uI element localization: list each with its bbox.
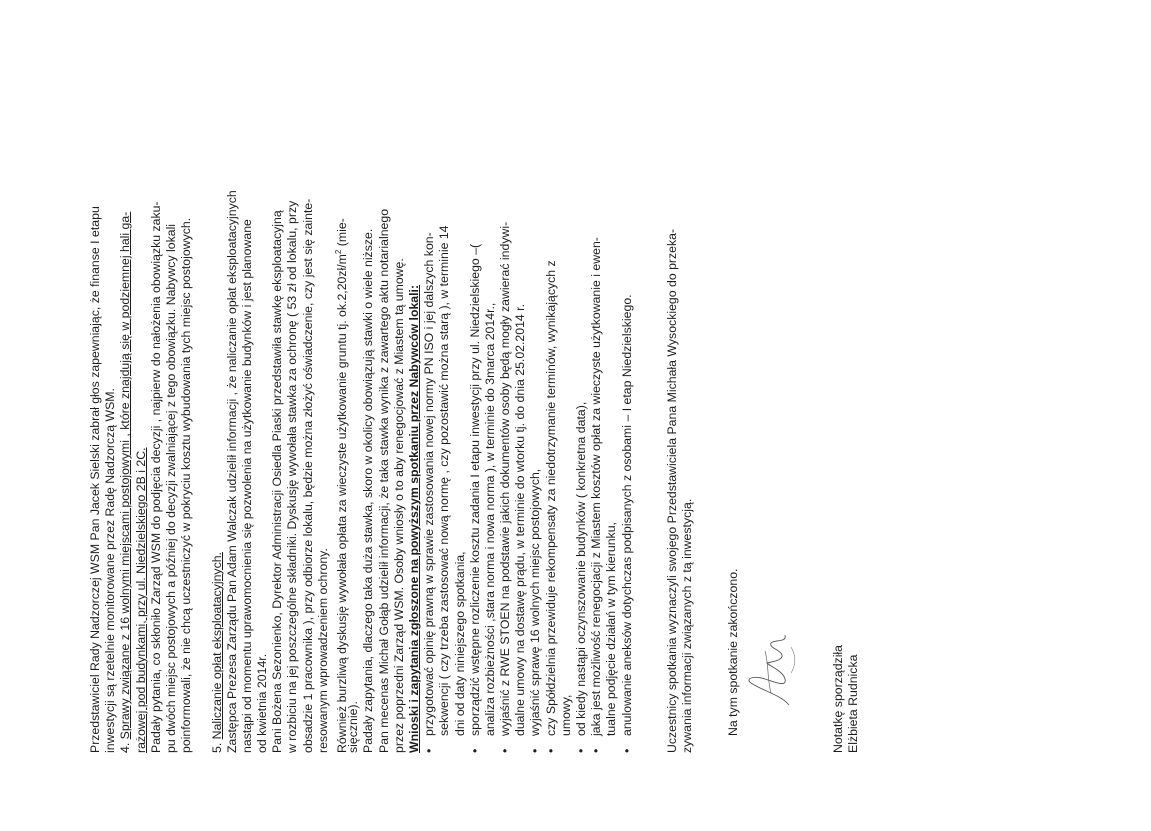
document-body xyxy=(88,73,861,753)
text-line: Padały pytania, co skłoniło Zarząd WSM do podjęcia decyzji , najpierw do nałożenia obowiązku zaku- xyxy=(148,201,163,753)
bullet: • xyxy=(619,748,634,753)
list-item xyxy=(574,73,589,753)
list-item-text: dni od daty niniejszego spotkania, xyxy=(452,551,467,736)
bullet: • xyxy=(574,748,588,753)
text-line: Również burzliwą dyskusję wywołała opłata za wieczyste użytkowanie gruntu tj. $ok.2,20zł/m^2$ (mie- xyxy=(334,218,350,753)
list-item-text: sporządzić wstępne rozliczenie kosztu zadania I etapu inwestycji przy ul. Niedzielskiego –( xyxy=(467,243,482,736)
closing-line: Na tym spotkanie zakończono. xyxy=(725,568,740,736)
superscript: 2 xyxy=(334,249,343,255)
list-item xyxy=(422,73,468,753)
text-line: przez poprzedni Zarząd WSM. Osoby wniosły o to aby renegocjować z Miastem tą umowę. xyxy=(391,258,406,753)
list-item-text: dualne umowy na dostawę prądu, w terminie do wtorku tj. do dnia 25.02.2014 r. xyxy=(513,303,528,736)
text-line: zywania informacji związanych z tą inwestycją. xyxy=(680,498,695,753)
bullet: • xyxy=(467,748,482,753)
signature-area xyxy=(741,73,831,753)
section-title: rażowej pod budynkami, przy ul. Niedzielskiego 2B i 2C. xyxy=(133,447,148,753)
list-item xyxy=(544,73,574,753)
list-item xyxy=(528,73,543,753)
signature-icon xyxy=(741,623,801,713)
bullet: • xyxy=(543,748,558,753)
section-4-heading-cont xyxy=(134,73,149,753)
bullet: • xyxy=(422,748,437,753)
section-number: 4. xyxy=(118,739,133,753)
list-item-text: czy Spółdzielnia przewiduje rekompensaty za niedotrzymanie terminów, wynikających z xyxy=(543,260,558,736)
list-item-text: tualne podjęcie działań w tym kierunku, xyxy=(604,522,619,736)
text-line: sięcznie). xyxy=(346,701,361,753)
text-line: poinformowali, że nie chcą uczestniczyć w pokryciu kosztu wybudowania tych miejsc postojowych. xyxy=(179,217,194,753)
section-5-heading xyxy=(210,73,225,753)
conclusions-heading: Wnioski i zapytania zgłoszone na powyższym spotkaniu przez Nabywców lokali: xyxy=(406,284,421,753)
text-line: Przedstawiciel Rady Nadzorczej WSM Pan Jacek Sielski zabrał głos zapewniając, że finanse I etapu xyxy=(88,206,102,753)
list-item-text: analiza rozbieżności ,stara norma i nowa norma ), w terminie do 3marca 2014r., xyxy=(482,302,497,736)
text-line: resowanym wprowadzeniem ochrony. xyxy=(315,548,330,753)
list-item-text: umowy, xyxy=(558,694,573,736)
list-item xyxy=(468,73,498,753)
list-item xyxy=(589,73,619,753)
bullet: • xyxy=(498,748,513,753)
text-line: Padały zapytania, dlaczego taka duża stawka, skoro w okolicy obowiązują stawki o wiele niższe. xyxy=(361,228,376,753)
list-item-text: sekwencji ( czy trzeba zastosować nową normę , czy pozostawić można starą ), w terminie 14 xyxy=(437,225,452,736)
text-line: nastąpi od momentu uprawomocnienia się pozwolenia na użytkowanie budynków i jest planowane xyxy=(239,219,254,753)
text-line: Uczestnicy spotkania wyznaczyli swojego Przedstawiciela Pana Michała Wysockiego do przeka- xyxy=(665,228,680,753)
list-item-text: od kiedy nastąpi oczynszowanie budynków ( konkretna data), xyxy=(574,401,588,736)
text-line: od kwietnia 2014r. xyxy=(255,653,270,753)
list-item-text: anulowanie aneksów dotychczas podpisanych z osobami – I etap Niedzielskiego. xyxy=(619,294,634,736)
bullet: • xyxy=(528,748,543,753)
bullet: • xyxy=(589,748,604,753)
list-item-text: wyjaśnić sprawę 16 wolnych miejsc postojowych, xyxy=(528,468,543,736)
list-item-text: wyjaśnić z RWE STOEN na podstawie jakich dokumentów osoby będą mogły zawierać indywi- xyxy=(498,221,513,736)
text-line: inwestycji są rzetelnie monitorowane przez Radę Nadzorczą WSM. xyxy=(103,388,118,753)
author-label: Notatkę sporządziła xyxy=(831,645,846,753)
section-number: 5. xyxy=(209,739,224,753)
list-item-text: przygotować opinię prawną w sprawie zastosowania nowej normy PN ISO i jej dalszych kon- xyxy=(422,232,437,736)
text-line: Zastępca Prezesa Zarządu Pan Adam Walczak udzielił informacji , że naliczanie opłat eksploatacyjnych xyxy=(224,190,239,753)
author-name: Elżbieta Rudnicka xyxy=(846,654,861,753)
text-line: w rozbiciu na jej poszczególne składniki. Dyskusję wywołała stawka za ochronę ( 53 zł od lokalu, przy xyxy=(285,200,300,753)
section-title: Naliczanie opłat eksploatacyjnych. xyxy=(209,552,224,740)
text-line: pu dwóch miejsc postojowych a później do decyzji zwalniającej z tego obowiązku. Nabywcy lokali xyxy=(163,223,178,753)
list-item xyxy=(498,73,528,753)
text-line: Pan mecenas Michał Gołąb udzielił informacji, że taka stawka wynika z zawartego aktu notarialnego xyxy=(376,208,391,753)
section-title: Sprawy związane z 16 wolnymi miejscami postojowymi , które znajdują się w podziemnej hali ga- xyxy=(118,211,133,740)
section-4-heading xyxy=(118,73,133,753)
text-line: Pani Bożena Sezonienko, Dyrektor Administracji Osiedla Piaski przedstawiła stawkę eksploatacyjną xyxy=(270,210,285,753)
list-item-text: jaka jest możliwość renegocjacji z Miastem kosztów opłat za wieczyste użytkowanie i ewen- xyxy=(589,237,604,736)
text-line: obsadzie 1 pracownika ), przy odbiorze lokalu, będzie można złożyć oświadczenie, czy jest się zainte- xyxy=(300,198,315,753)
list-item xyxy=(620,73,635,753)
